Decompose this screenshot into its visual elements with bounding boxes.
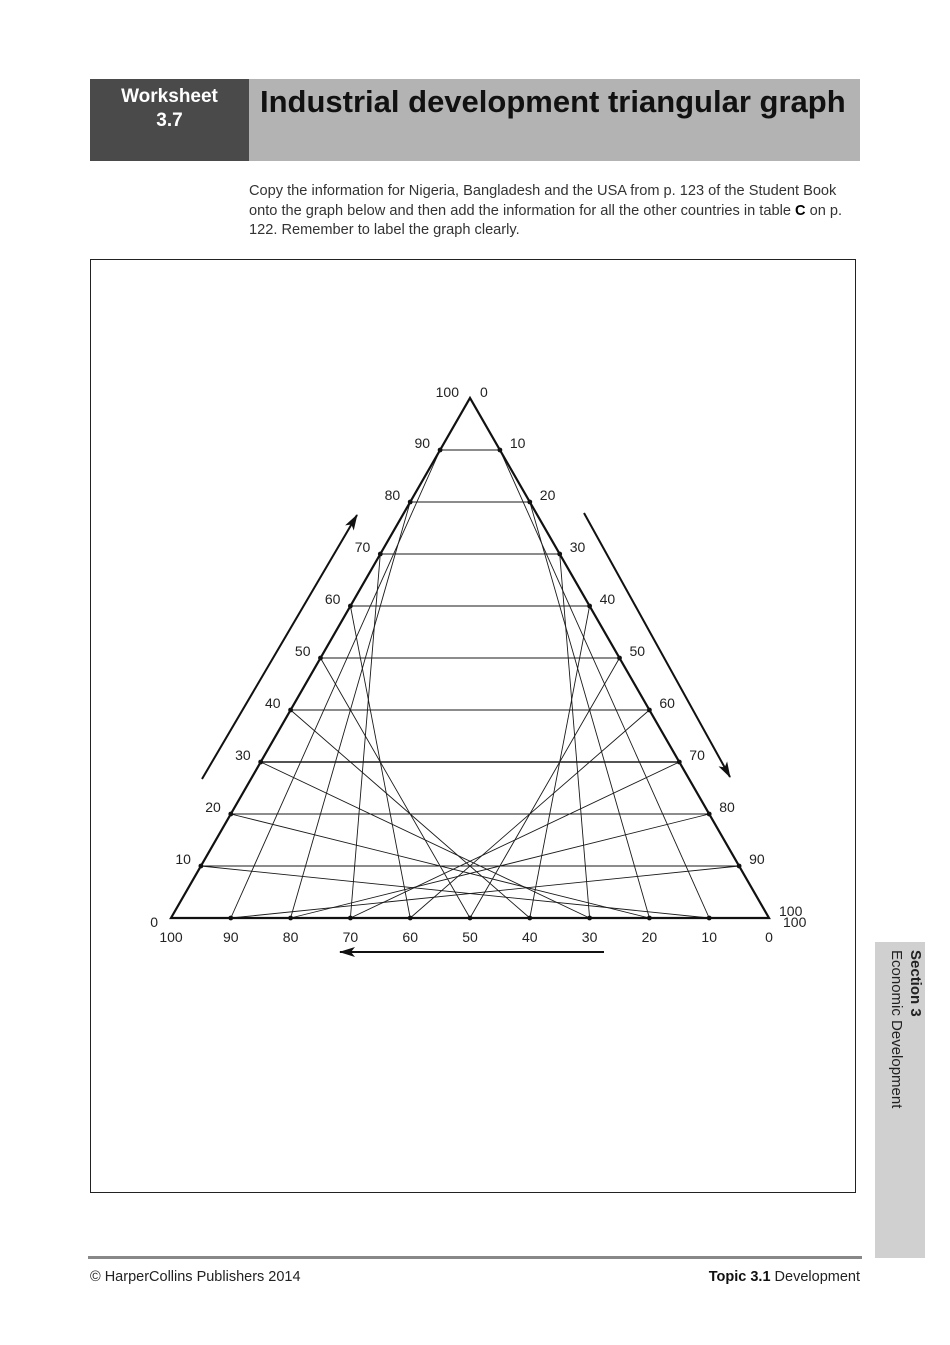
right-axis-tick-label: 100 bbox=[783, 914, 807, 930]
right-axis-tick bbox=[707, 812, 712, 817]
bottom-axis-tick-label: 70 bbox=[342, 929, 359, 945]
bottom-axis-tick bbox=[348, 916, 353, 921]
right-axis-tick-label: 50 bbox=[629, 643, 646, 659]
left-axis-tick-label: 0 bbox=[150, 914, 158, 930]
left-axis-tick bbox=[378, 552, 383, 557]
instructions-text-1: Copy the information for Nigeria, Bangladesh and the USA from p. 123 of the Student Book onto the graph below and then add the information for all the other countries in table bbox=[249, 183, 837, 219]
left-axis-tick bbox=[228, 812, 233, 817]
left-axis-tick bbox=[318, 656, 323, 661]
right-axis-tick-label: 20 bbox=[539, 487, 556, 503]
right-axis-tick bbox=[527, 500, 532, 505]
topic-name: Development bbox=[770, 1269, 860, 1285]
right-axis-tick bbox=[647, 708, 652, 713]
right-axis-tick-label: 70 bbox=[689, 747, 705, 763]
left-axis-tick-label: 30 bbox=[235, 747, 251, 763]
right-axis-tick-label: 60 bbox=[659, 695, 675, 711]
bottom-axis-tick bbox=[527, 916, 532, 921]
left-axis-tick bbox=[438, 448, 443, 453]
left-axis-tick-label: 40 bbox=[265, 695, 281, 711]
bottom-axis-tick bbox=[587, 916, 592, 921]
left-axis-tick bbox=[348, 604, 353, 609]
left-axis-tick bbox=[258, 760, 263, 765]
bottom-axis-tick bbox=[647, 916, 652, 921]
section-tab-text bbox=[887, 950, 925, 1250]
section-name: Economic Development bbox=[888, 950, 905, 1109]
left-axis-tick-label: 20 bbox=[205, 799, 221, 815]
bottom-axis-tick bbox=[408, 916, 413, 921]
worksheet-label: Worksheet bbox=[121, 86, 218, 107]
bottom-axis-tick bbox=[707, 916, 712, 921]
bottom-axis-tick-label: 50 bbox=[462, 929, 478, 945]
right-axis-tick bbox=[587, 604, 592, 609]
left-axis-tick-label: 100 bbox=[435, 384, 459, 400]
bottom-axis-tick-label: 60 bbox=[402, 929, 418, 945]
right-axis-tick bbox=[617, 656, 622, 661]
left-axis-tick bbox=[288, 708, 293, 713]
bottom-axis-tick-label: 40 bbox=[522, 929, 538, 945]
left-axis-tick bbox=[408, 500, 413, 505]
topic-info bbox=[709, 1269, 860, 1285]
section-number: Section 3 bbox=[907, 950, 924, 1017]
right-axis-tick-label: 30 bbox=[569, 539, 586, 555]
left-axis-tick-label: 70 bbox=[354, 539, 371, 555]
bottom-axis-tick-label: 90 bbox=[223, 929, 239, 945]
left-axis-tick-label: 50 bbox=[294, 643, 311, 659]
left-direction-arrow bbox=[202, 515, 357, 779]
instructions-table-ref: C bbox=[795, 202, 806, 219]
grid-line-rising bbox=[321, 658, 471, 918]
right-axis-tick-label: 80 bbox=[719, 799, 735, 815]
worksheet-number: 3.7 bbox=[156, 110, 183, 131]
left-axis-tick-label: 60 bbox=[324, 591, 341, 607]
bottom-axis-tick bbox=[468, 916, 473, 921]
topic-number: Topic 3.1 bbox=[708, 1269, 771, 1285]
right-axis-tick-label: 100 bbox=[779, 903, 803, 919]
page-title: Industrial development triangular graph bbox=[260, 84, 846, 119]
bottom-axis-tick-label: 0 bbox=[765, 929, 773, 945]
right-axis-tick-label: 90 bbox=[749, 851, 765, 867]
bottom-axis-tick-label: 80 bbox=[282, 929, 299, 945]
copyright: © HarperCollins Publishers 2014 bbox=[90, 1269, 301, 1285]
left-axis-tick-label: 10 bbox=[175, 851, 191, 867]
right-axis-tick bbox=[498, 448, 503, 453]
grid-line-rising bbox=[201, 866, 709, 918]
grid-line-rising bbox=[261, 762, 590, 918]
right-axis-tick bbox=[677, 760, 682, 765]
bottom-axis-tick-label: 10 bbox=[701, 929, 717, 945]
grid-line-falling bbox=[560, 554, 590, 918]
left-axis-tick bbox=[199, 864, 204, 869]
left-axis-tick-label: 80 bbox=[384, 487, 401, 503]
instructions-text-2: on p. 122. Remember to label the graph clearly. bbox=[249, 202, 843, 238]
bottom-axis-tick-label: 100 bbox=[159, 929, 183, 945]
left-axis-tick-label: 90 bbox=[414, 435, 431, 451]
bottom-axis-tick bbox=[228, 916, 233, 921]
right-axis-tick-label: 10 bbox=[509, 435, 526, 451]
right-direction-arrow bbox=[584, 513, 730, 777]
footer-divider bbox=[88, 1256, 862, 1259]
bottom-axis-tick-label: 30 bbox=[581, 929, 598, 945]
right-axis-tick bbox=[557, 552, 562, 557]
section-tab bbox=[875, 942, 925, 1258]
right-axis-tick-label: 40 bbox=[599, 591, 616, 607]
bottom-axis-tick bbox=[288, 916, 293, 921]
right-axis-tick-label: 0 bbox=[480, 384, 488, 400]
bottom-axis-tick-label: 20 bbox=[641, 929, 658, 945]
right-axis-tick bbox=[737, 864, 742, 869]
